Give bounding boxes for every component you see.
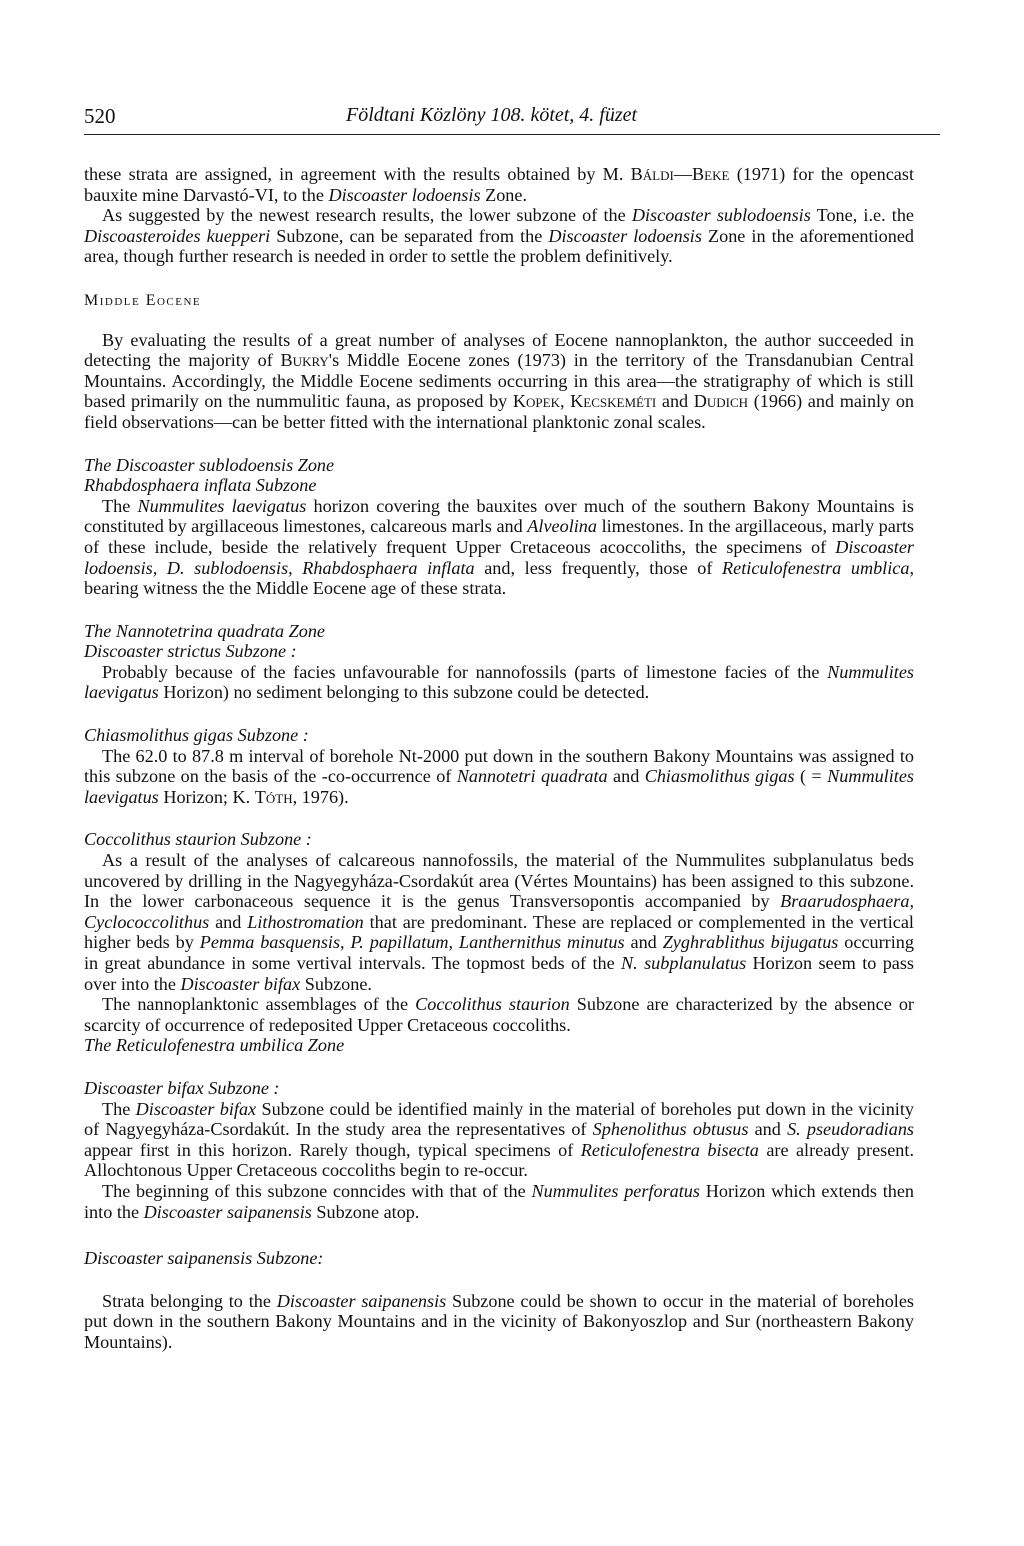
paragraph-inflata: The Nummulites laevigatus horizon covering the bauxites over much of the southern Bakony Mountains is constituted by argillaceous limestones, calcareous marls and Alveolina limestones. In the argillaceous, marly parts of these include, beside the relatively frequent Upper Cretaceous acoccoliths, the specimens of Discoaster lodoensis, D. sublodoensis, Rhabdosphaera inflata and, less frequently, those of Reticulofenestra umblica, bearing witness the the Middle Eocene age of these strata. <box>84 495 915 599</box>
paragraph-bifax-beginning: The beginning of this subzone conncides with that of the Nummulites perforatus Horizon which extends then into the Discoaster saipanensis Subzone atop. <box>84 1180 915 1222</box>
paragraph-saipanensis: Strata belonging to the Discoaster saipanensis Subzone could be shown to occur in the material of boreholes put down in the southern Bakony Mountains and in the vicinity of Bakonyoszlop and Sur (northeastern Bakony Mountains). <box>84 1290 914 1352</box>
zone-title-nannotetrina: The Nannotetrina quadrata Zone <box>84 620 325 641</box>
running-header <box>84 104 940 135</box>
subzone-title-bifax: Discoaster bifax Subzone : <box>84 1077 280 1098</box>
zone-title-sublodoensis: The Discoaster sublodoensis Zone <box>84 454 335 475</box>
paragraph-staurion-assemblages: The nannoplanktonic assemblages of the Coccolithus staurion Subzone are characterized by the absence or scarcity of occurrence of redeposited Upper Cretaceous coccoliths. <box>84 994 914 1035</box>
subzone-title-staurion: Coccolithus staurion Subzone : <box>84 829 312 850</box>
paragraph-bukry-zones: By evaluating the results of a great number of analyses of Eocene nannoplankton, the author succeeded in detecting the majority of Bukry's Middle Eocene zones (1973) in the territory of the Transdanubian Central Mountains. Accordingly, the Middle Eocene sediments occurring in this area—the stratigraphy of which is still based primarily on the nummulitic fauna, as proposed by Kopek, Kecskeméti and Dudich (1966) and mainly on field observations—can be better fitted with the international planktonic zonal scales. <box>84 329 915 432</box>
spacer <box>84 1269 914 1291</box>
paragraph-sublodoensis: As suggested by the newest research results, the lower subzone of the Discoaster sublodoensis Tone, i.e. the Discoasteroides kuepperi Subzone, can be separated from the Discoaster lodoensis Zone in the aforementioned area, though further research is needed in order to settle the problem definitively. <box>84 205 915 267</box>
subzone-title-inflata: Rhabdosphaera inflata Subzone <box>84 475 317 496</box>
paragraph-bifax: The Discoaster bifax Subzone could be identified mainly in the material of boreholes put down in the vicinity of Nagyegyháza-Csordakút. In the study area the representatives of Sphenolithus obtusus and S. pseudoradians appear first in this horizon. Rarely though, typical specimens of Reticulofenestra bisecta are already present. Allochtonous Upper Cretaceous coccoliths begin to re-occur. <box>84 1098 914 1181</box>
paragraph-staurion: As a result of the analyses of calcareous nannofossils, the material of the Nummulites subplanulatus beds uncovered by drilling in the Nagyegyháza-Csordakút area (Vértes Mountains) has been assigned to this subzone. In the lower carbonaceous sequence it is the genus Transversopontis accompanied by Braarudosphaera, Cyclococcolithus and Lithostromation that are predominant. These are replaced or complemented in the vertical higher beds by Pemma basquensis, P. papillatum, Lanthernithus minutus and Zyghrablithus bijugatus occurring in great abundance in some vertival intervals. The topmost beds of the N. subplanulatus Horizon seem to pass over into the Discoaster bifax Subzone. <box>84 850 915 994</box>
body-text <box>84 164 914 1353</box>
paragraph-darvasto: these strata are assigned, in agreement with the results obtained by M. Báldi—Beke (1971) for the opencast bauxite mine Darvastó-VI, to the Discoaster lodoensis Zone. <box>84 164 915 205</box>
subzone-title-gigas: Chiasmolithus gigas Subzone : <box>84 725 309 746</box>
paragraph-strictus: Probably because of the facies unfavourable for nannofossils (parts of limestone facies of the Nummulites laevigatus Horizon) no sediment belonging to this subzone could be detected. <box>84 661 914 703</box>
subzone-title-strictus: Discoaster strictus Subzone : <box>84 641 297 662</box>
zone-title-umbilica: The Reticulofenestra umbilica Zone <box>84 1035 345 1056</box>
journal-title: Földtani Közlöny 108. kötet, 4. füzet <box>346 104 638 126</box>
spacer <box>84 1222 914 1244</box>
subzone-title-saipanensis: Discoaster saipanensis Subzone: <box>84 1248 324 1269</box>
paragraph-gigas: The 62.0 to 87.8 m interval of borehole Nt-2000 put down in the southern Bakony Mountains was assigned to this subzone on the basis of the -co-occurrence of Nannotetri quadrata and Chiasmolithus gigas ( = Nummulites laevigatus Horizon; K. Tóth, 1976). <box>84 745 914 807</box>
page-number: 520 <box>84 104 116 128</box>
section-heading-middle-eocene: Middle Eocene <box>84 291 202 309</box>
